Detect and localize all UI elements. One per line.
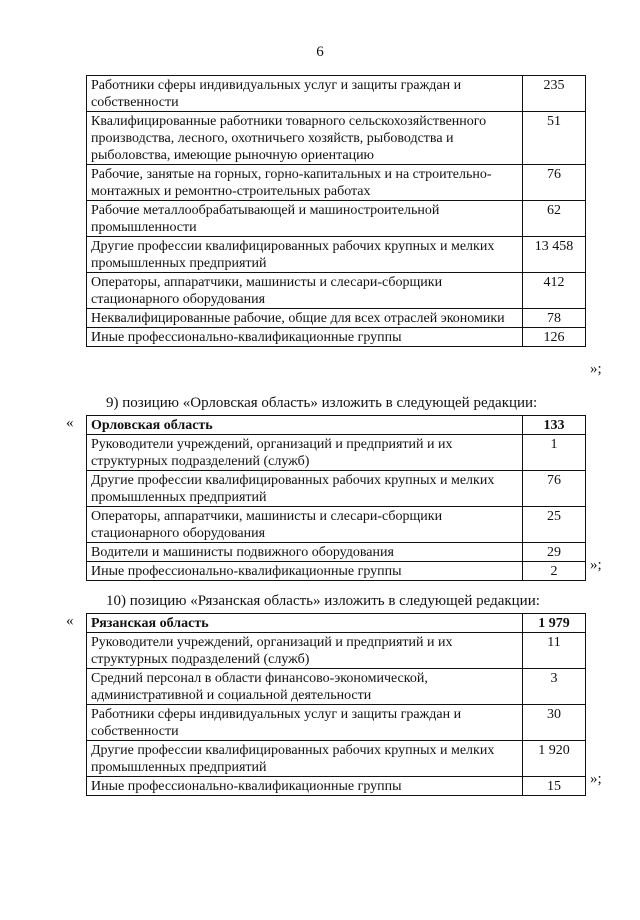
table-orel	[86, 415, 586, 581]
table-row	[87, 309, 586, 328]
row-label: Рабочие металлообрабатывающей и машиностроительной промышленности	[87, 201, 523, 237]
region-total: 1 979	[523, 614, 586, 633]
table-row	[87, 201, 586, 237]
row-label: Иные профессионально-квалификационные группы	[87, 328, 523, 347]
region-total: 133	[523, 416, 586, 435]
row-label: Иные профессионально-квалификационные группы	[87, 777, 523, 796]
row-value: 126	[523, 328, 586, 347]
row-label: Руководители учреждений, организаций и предприятий и их структурных подразделений (служб)	[87, 435, 523, 471]
table-row	[87, 112, 586, 165]
page-number: 6	[316, 44, 324, 60]
row-label: Другие профессии квалифицированных рабочих крупных и мелких промышленных предприятий	[87, 471, 523, 507]
table-header-row	[87, 614, 586, 633]
table-row	[87, 328, 586, 347]
section-9-intro: 9) позицию «Орловская область» изложить в следующей редакции:	[106, 395, 538, 411]
table-row	[87, 435, 586, 471]
table-row	[87, 273, 586, 309]
row-value: 235	[523, 76, 586, 112]
row-label: Работники сферы индивидуальных услуг и защиты граждан и собственности	[87, 76, 523, 112]
row-label: Средний персонал в области финансово-экономической, административной и социальной деятельности	[87, 669, 523, 705]
row-value: 78	[523, 309, 586, 328]
section-10-intro: 10) позицию «Рязанская область» изложить в следующей редакции:	[106, 593, 540, 609]
row-label: Операторы, аппаратчики, машинисты и слесари-сборщики стационарного оборудования	[87, 507, 523, 543]
row-label: Другие профессии квалифицированных рабочих крупных и мелких промышленных предприятий	[87, 741, 523, 777]
table-row	[87, 741, 586, 777]
row-value: 51	[523, 112, 586, 165]
row-value: 1 920	[523, 741, 586, 777]
table-row	[87, 76, 586, 112]
row-value: 30	[523, 705, 586, 741]
table-row	[87, 669, 586, 705]
table-row	[87, 471, 586, 507]
table-row	[87, 705, 586, 741]
row-value: 62	[523, 201, 586, 237]
row-value: 25	[523, 507, 586, 543]
row-value: 13 458	[523, 237, 586, 273]
table-row	[87, 562, 586, 581]
opening-quote: «	[66, 415, 74, 431]
table-header-row	[87, 416, 586, 435]
row-label: Руководители учреждений, организаций и предприятий и их структурных подразделений (служб)	[87, 633, 523, 669]
row-label: Водители и машинисты подвижного оборудования	[87, 543, 523, 562]
table-row	[87, 777, 586, 796]
row-value: 76	[523, 471, 586, 507]
table-ryazan	[86, 613, 586, 796]
table-continued	[86, 75, 586, 347]
row-value: 11	[523, 633, 586, 669]
row-label: Другие профессии квалифицированных рабочих крупных и мелких промышленных предприятий	[87, 237, 523, 273]
row-label: Квалифицированные работники товарного сельскохозяйственного производства, лесного, охотничьего хозяйств, рыбоводства и рыболовства, имеющие рыночную ориентацию	[87, 112, 523, 165]
row-value: 29	[523, 543, 586, 562]
opening-quote: «	[66, 613, 74, 629]
row-value: 15	[523, 777, 586, 796]
row-value: 2	[523, 562, 586, 581]
table-row	[87, 237, 586, 273]
row-value: 412	[523, 273, 586, 309]
row-value: 3	[523, 669, 586, 705]
row-label: Неквалифицированные рабочие, общие для всех отраслей экономики	[87, 309, 523, 328]
row-label: Рабочие, занятые на горных, горно-капитальных и на строительно-монтажных и ремонтно-строительных работах	[87, 165, 523, 201]
row-value: 1	[523, 435, 586, 471]
table-row	[87, 165, 586, 201]
table-row	[87, 507, 586, 543]
row-value: 76	[523, 165, 586, 201]
table-row	[87, 633, 586, 669]
table-row	[87, 543, 586, 562]
row-label: Работники сферы индивидуальных услуг и защиты граждан и собственности	[87, 705, 523, 741]
closing-quote: »;	[590, 771, 602, 787]
region-name: Орловская область	[87, 416, 523, 435]
row-label: Иные профессионально-квалификационные группы	[87, 562, 523, 581]
closing-quote: »;	[590, 361, 602, 377]
region-name: Рязанская область	[87, 614, 523, 633]
row-label: Операторы, аппаратчики, машинисты и слесари-сборщики стационарного оборудования	[87, 273, 523, 309]
closing-quote: »;	[590, 557, 602, 573]
